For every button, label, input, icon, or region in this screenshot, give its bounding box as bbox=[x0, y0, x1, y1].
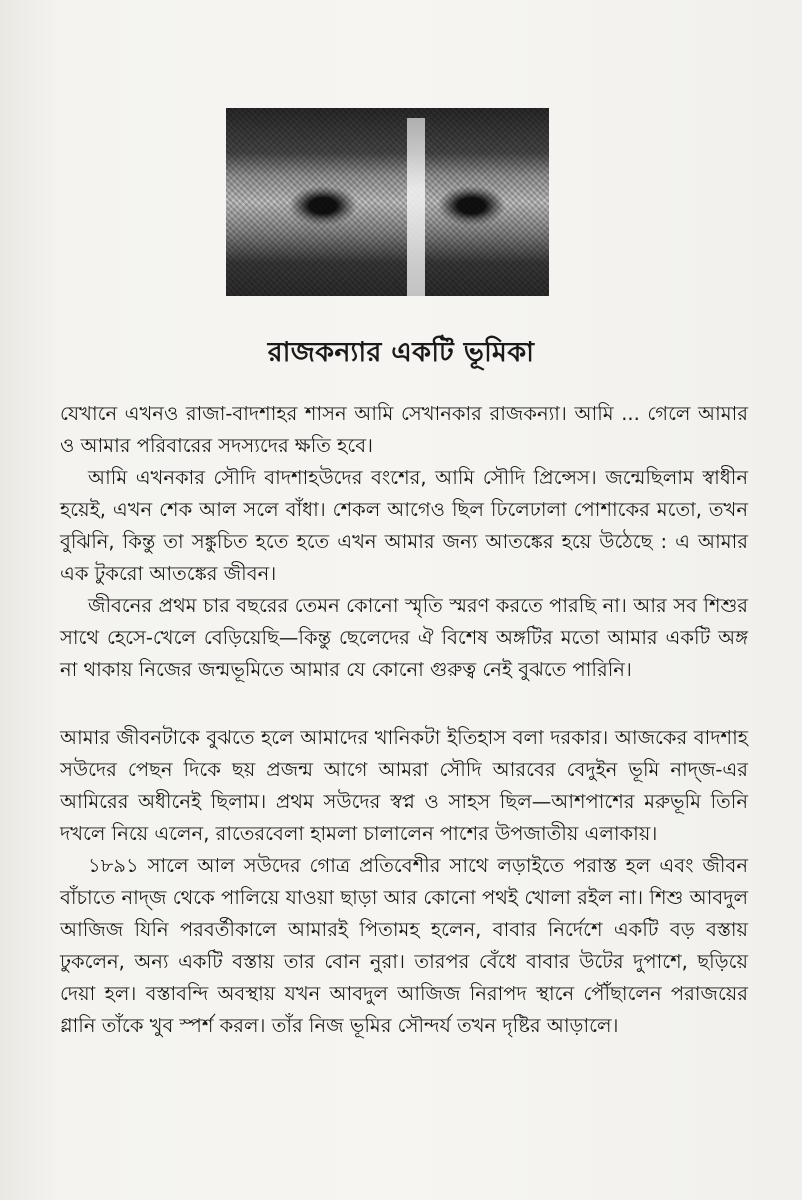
chapter-photo bbox=[226, 108, 549, 296]
paragraph-5: ১৮৯১ সালে আল সউদের গোত্র প্রতিবেশীর সাথে লড়াইতে পরাস্ত হল এবং জীবন বাঁচাতে নাদ্জ থেকে পালিয়ে যাওয়া ছাড়া আর কোনো পথই খোলা রইল না। শিশু আবদুল আজিজ যিনি পরবর্তীকালে আমারই পিতামহ হলেন, বাবার নির্দেশে একটি বড় বস্তায় ঢুকলেন, অন্য একটি বস্তায় তার বোন নুরা। তারপর বেঁধে বাবার উটের দুপাশে, ছড়িয়ে দেয়া হল। বস্তাবন্দি অবস্থায় যখন আবদুল আজিজ নিরাপদ স্থানে পৌঁছালেন পরাজয়ের গ্লানি তাঁকে খুব স্পর্শ করল। তাঁর নিজ ভূমির সৌন্দর্য তখন দৃষ্টির আড়ালে। bbox=[60, 854, 748, 1037]
paragraph-2: আমি এখনকার সৌদি বাদশাহউদের বংশের, আমি সৌদি প্রিন্সেস। জন্মেছিলাম স্বাধীন হয়েই, এখন শেক আল সলে বাঁধা। শেকল আগেও ছিল ঢিলেঢালা পোশাকের মতো, তখন বুঝিনি, কিন্তু তা সঙ্কুচিত হতে হতে এখন আমার জন্য আতঙ্কের হয়ে উঠেছে : এ আমার এক টুকরো আতঙ্কের জীবন। bbox=[60, 466, 748, 585]
paragraph-4: আমার জীবনটাকে বুঝতে হলে আমাদের খানিকটা ইতিহাস বলা দরকার। আজকের বাদশাহ সউদের পেছন দিকে ছয় প্রজন্ম আগে আমরা সৌদি আরবের বেদুইন ভূমি নাদ্জ-এর আমিরের অধীনেই ছিলাম। প্রথম সউদের স্বপ্ন ও সাহস ছিল—আশপাশের মরুভূমি তিনি দখলে নিয়ে এলেন, রাতেরবেলা হামলা চালালেন পাশের উপজাতীয় এলাকায়। bbox=[60, 726, 748, 845]
paragraph-1: যেখানে এখনও রাজা-বাদশাহর শাসন আমি সেখানকার রাজকন্যা। আমি ... গেলে আমার ও আমার পরিবারের সদস্যদের ক্ষতি হবে। bbox=[60, 402, 748, 457]
chapter-photo-detail bbox=[407, 118, 425, 296]
paragraph-gap bbox=[60, 686, 748, 722]
chapter-body bbox=[60, 398, 748, 1042]
paragraph-3: জীবনের প্রথম চার বছরের তেমন কোনো স্মৃতি স্মরণ করতে পারছি না। আর সব শিশুর সাথে হেসে-খেলে বেড়িয়েছি—কিন্তু ছেলেদের ঐ বিশেষ অঙ্গটির মতো আমার একটি অঙ্গ না থাকায় নিজের জন্মভূমিতে আমার যে কোনো গুরুত্ব নেই বুঝতে পারিনি। bbox=[60, 594, 748, 681]
chapter-title: রাজকন্যার একটি ভূমিকা bbox=[267, 337, 535, 368]
